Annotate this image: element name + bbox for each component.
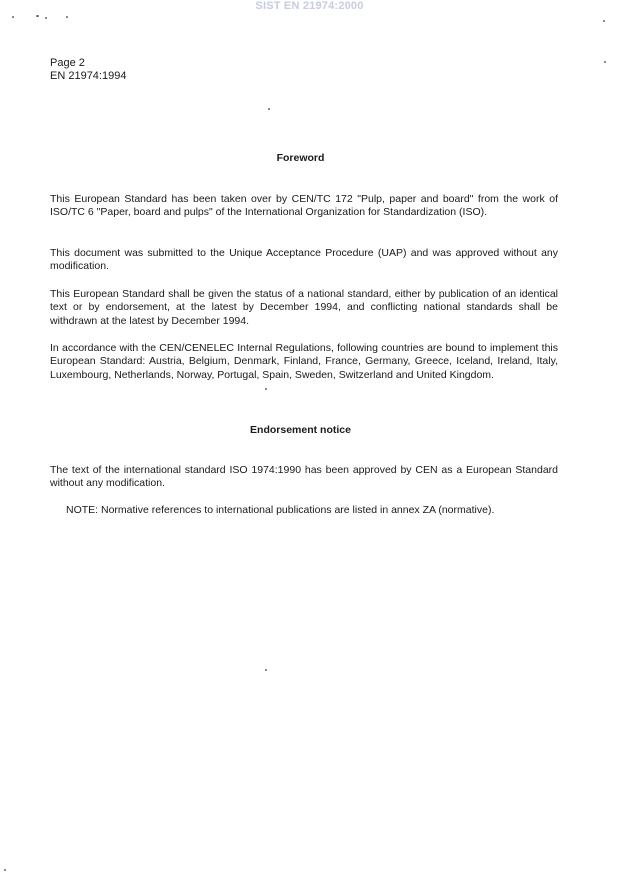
endorsement-text: The text of the international standard ISO 1974:1990 has been approved by CEN as a European Standard without any modification. — [50, 464, 558, 490]
foreword-paragraph-2: This document was submitted to the Unique Acceptance Procedure (UAP) and was approved without any modification. — [50, 247, 558, 273]
foreword-heading: Foreword — [276, 152, 325, 164]
page-number: Page 2 — [50, 57, 85, 69]
scan-speck — [268, 108, 270, 110]
endorsement-heading: Endorsement notice — [250, 424, 351, 436]
scan-speck — [66, 16, 68, 18]
scan-speck — [603, 20, 605, 22]
scan-speck — [36, 15, 39, 17]
scan-speck — [45, 17, 47, 19]
standard-number: EN 21974:1994 — [50, 70, 127, 82]
watermark: SIST EN 21974:2000 — [255, 0, 364, 12]
scan-speck — [4, 869, 6, 871]
scan-speck — [265, 388, 267, 390]
scan-speck — [604, 61, 606, 63]
scan-speck — [265, 669, 267, 671]
foreword-paragraph-4: In accordance with the CEN/CENELEC Internal Regulations, following countries are bound to implement this European Standard: Austria, Belgium, Denmark, Finland, France, Germany, Greece, Iceland, Ireland, Italy, Luxembourg, Netherlands, Norway, Portugal, Spain, Sweden, Switzerland and United Kingdom. — [50, 342, 558, 381]
page-header — [50, 57, 126, 83]
scan-speck — [12, 16, 14, 18]
endorsement-note: NOTE: Normative references to international publications are listed in annex ZA (normative). — [66, 504, 495, 516]
foreword-paragraph-1: This European Standard has been taken over by CEN/TC 172 "Pulp, paper and board" from the work of ISO/TC 6 "Paper, board and pulps" of the International Organization for Standardization (ISO). — [50, 193, 558, 219]
foreword-paragraph-3: This European Standard shall be given the status of a national standard, either by publication of an identical text or by endorsement, at the latest by December 1994, and conflicting national standards shall be withdrawn at the latest by December 1994. — [50, 288, 558, 327]
